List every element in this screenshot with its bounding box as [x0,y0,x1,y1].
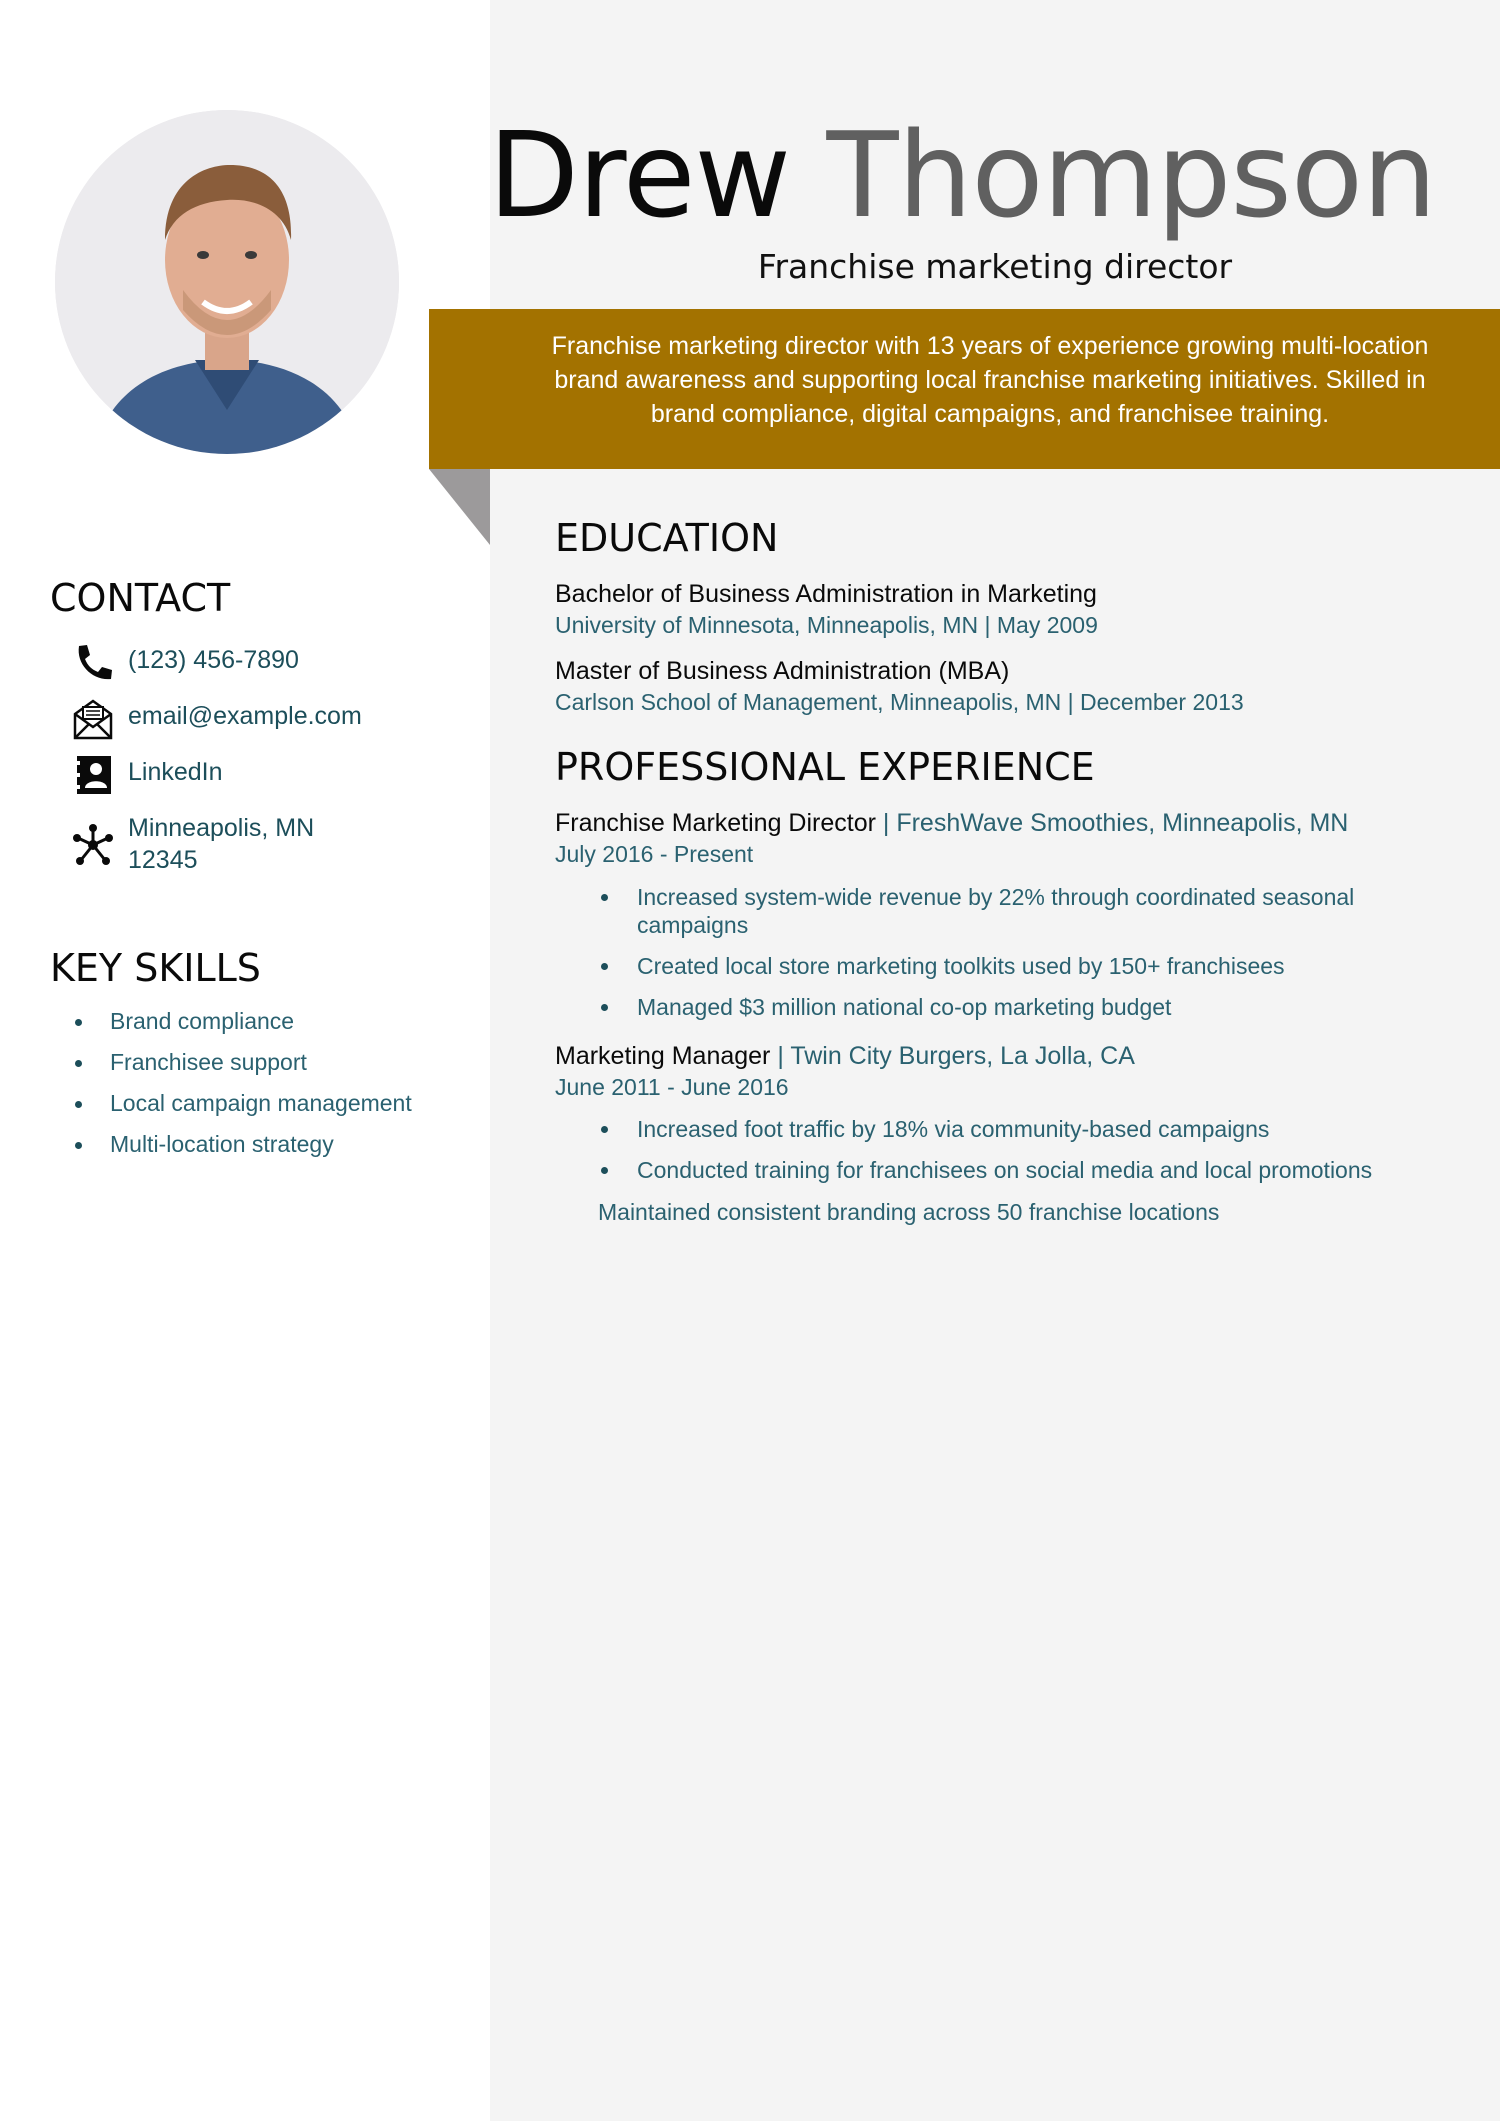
list-item: Increased system-wide revenue by 22% through coordinated seasonal campaigns [598,883,1418,939]
job-title: Franchise marketing director [757,247,1233,286]
job-header [555,807,1348,839]
contact-heading: CONTACT [50,576,231,620]
list-item: Brand compliance [70,1008,412,1035]
contact-linkedin [70,752,470,798]
degree: Master of Business Administration (MBA) [555,657,1010,685]
school-details: University of Minnesota, Minneapolis, MN | May 2009 [555,612,1098,638]
summary-text: Franchise marketing director with 13 years of experience growing multi-location brand awareness and supporting local franchise marketing initiatives. Skilled in brand compliance, digital campaigns, and franchisee training. [551,332,1429,428]
education-item [555,578,1098,640]
job-separator: | [875,809,897,837]
contact-linkedin-text[interactable]: LinkedIn [128,758,223,786]
list-item: Managed $3 million national co-op marketing budget [598,993,1418,1021]
job-bullets [598,883,1418,1034]
degree: Bachelor of Business Administration in Marketing [555,580,1097,608]
list-item: Franchisee support [70,1049,412,1076]
candidate-name [397,105,1500,245]
list-item: Conducted training for franchisees on social media and local promotions [598,1156,1418,1184]
first-name: Drew [488,106,790,244]
job-role: Franchise Marketing Director [555,809,876,837]
location-icon [70,808,116,868]
job-extra-line: Maintained consistent branding across 50 franchise locations [598,1199,1220,1225]
last-name: Thompson [826,106,1436,244]
job-dates: June 2011 - June 2016 [555,1074,789,1100]
email-icon [70,696,116,742]
experience-heading: PROFESSIONAL EXPERIENCE [555,745,1095,789]
contact-location [70,808,470,876]
skills-heading: KEY SKILLS [50,946,261,990]
list-item: Created local store marketing toolkits used by 150+ franchisees [598,952,1418,980]
school-details: Carlson School of Management, Minneapolis, MN | December 2013 [555,689,1244,715]
list-item: Multi-location strategy [70,1131,412,1158]
contact-email [70,696,470,742]
list-item: Increased foot traffic by 18% via community-based campaigns [598,1115,1418,1143]
job-header [555,1040,1135,1072]
skills-list [70,1008,412,1172]
linkedin-icon [70,752,116,798]
education-item [555,655,1244,717]
contact-phone [70,640,470,686]
contact-location-text: Minneapolis, MN 12345 [128,814,315,874]
phone-icon [70,640,116,686]
contact-phone-text: (123) 456-7890 [128,646,299,674]
contact-list [70,640,470,886]
profile-photo [55,110,399,454]
contact-email-text: email@example.com [128,702,362,730]
ribbon-fold [429,469,490,545]
list-item: Local campaign management [70,1090,412,1117]
job-bullets [598,1115,1418,1197]
job-role: Marketing Manager [555,1042,771,1070]
job-company: FreshWave Smoothies, Minneapolis, MN [896,809,1349,837]
job-dates: July 2016 - Present [555,841,754,867]
job-company: Twin City Burgers, La Jolla, CA [790,1042,1135,1070]
education-heading: EDUCATION [555,516,779,560]
job-separator: | [770,1042,791,1070]
